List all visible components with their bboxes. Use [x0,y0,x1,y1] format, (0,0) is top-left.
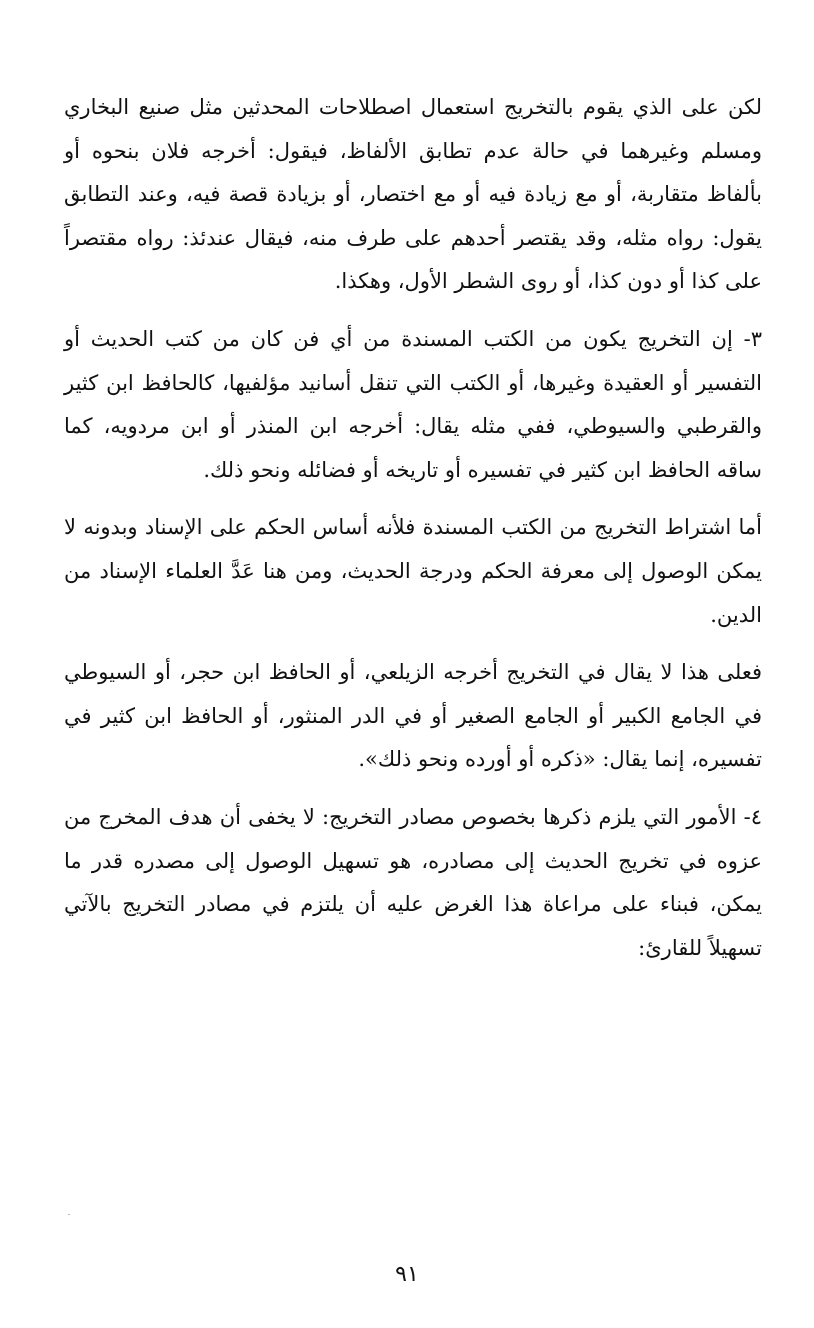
paragraph-2: ٣- إن التخريج يكون من الكتب المسندة من أي فن كان من كتب الحديث أو التفسير أو العقيدة وغيرها، أو الكتب التي تنقل أسانيد مؤلفيها، كالحافظ ابن كثير والقرطبي والسيوطي، ففي مثله يقال: أخرجه ابن المنذر أو ابن مردويه، كما ساقه الحافظ ابن كثير في تفسيره أو تاريخه أو فضائله ونحو ذلك. [64,326,762,482]
page-number: ٩١ [395,1262,419,1287]
paragraph-3: أما اشتراط التخريج من الكتب المسندة فلأنه أساس الحكم على الإسناد وبدونه لا يمكن الوصول إلى معرفة الحكم ودرجة الحديث، ومن هنا عَدَّ العلماء الإسناد من الدين. [64,515,762,627]
scan-mark [68,1214,70,1215]
paragraph-1: لكن على الذي يقوم بالتخريج استعمال اصطلاحات المحدثين مثل صنيع البخاري ومسلم وغيرهما في حالة عدم تطابق الألفاظ، فيقول: أخرجه فلان بنحوه أو بألفاظ متقاربة، أو مع زيادة فيه أو مع اختصار، أو بزيادة قصة فيه، وعند التطابق يقول: رواه مثله، وقد يقتصر أحدهم على طرف منه، فيقال عندئذ: رواه مقتصراً على كذا أو دون كذا، أو روى الشطر الأول، وهكذا. [64,95,762,294]
paragraph-5: ٤- الأمور التي يلزم ذكرها بخصوص مصادر التخريج: لا يخفى أن هدف المخرج من عزوه في تخريج الحديث إلى مصادره، هو تسهيل الوصول إلى مصدره قدر ما يمكن، فبناء على مراعاة هذا الغرض عليه أن يلتزم في مصادر التخريج بالآتي تسهيلاً للقارئ: [64,804,762,960]
body-text [64,86,762,984]
paragraph-4: فعلى هذا لا يقال في التخريج أخرجه الزيلعي، أو الحافظ ابن حجر، أو السيوطي في الجامع الكبير أو الجامع الصغير أو في الدر المنثور، أو الحافظ ابن كثير في تفسيره، إنما يقال: «ذكره أو أورده ونحو ذلك». [64,660,762,772]
